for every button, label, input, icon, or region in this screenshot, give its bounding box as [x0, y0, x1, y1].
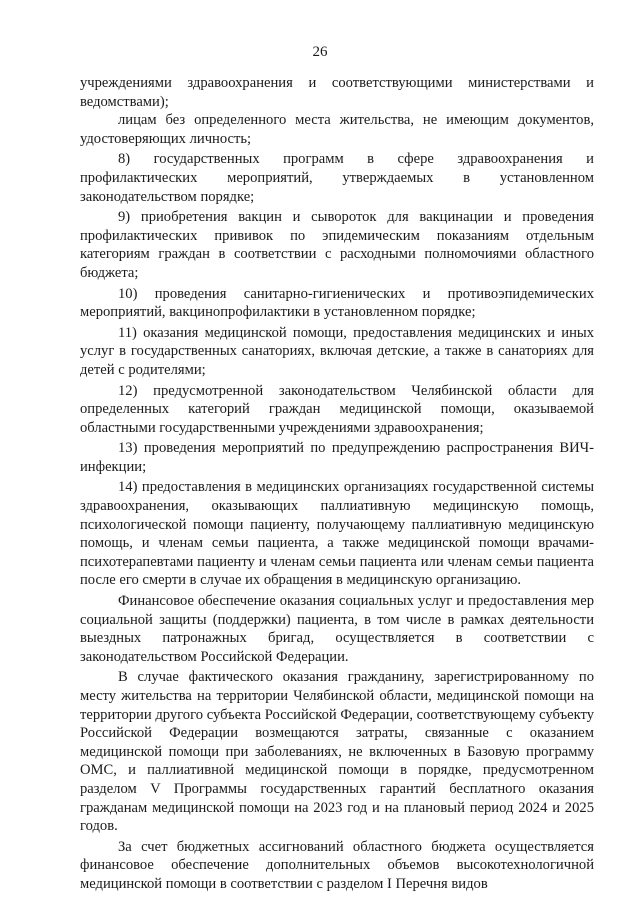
paragraph-10: Финансовое обеспечение оказания социальных услуг и предоставления мер социальной защиты (поддержки) пациента, в том числе в рамках деятельности выездных патронажных бригад, осуществляется в соответствии с законодательством Российской Федерации. — [80, 593, 594, 665]
paragraph-4: 9) приобретения вакцин и сывороток для вакцинации и проведения профилактических прививок по эпидемическим показаниям отдельным категориям граждан в соответствии с расходными полномочиями областного бюджета; — [80, 209, 594, 281]
paragraph-7: 12) предусмотренной законодательством Челябинской области для определенных категорий граждан медицинской помощи, оказываемой областными государственными учреждениями здравоохранения; — [80, 382, 594, 436]
paragraph-3: 8) государственных программ в сфере здравоохранения и профилактических мероприятий, утверждаемых в установленном законодательством порядке; — [80, 151, 594, 205]
paragraph-5: 10) проведения санитарно-гигиенических и противоэпидемических мероприятий, вакцинопрофилактики в установленном порядке; — [80, 285, 594, 321]
paragraph-6: 11) оказания медицинской помощи, предоставления медицинских и иных услуг в государственных санаториях, включая детские, а также в санаториях для детей с родителями; — [80, 324, 594, 378]
paragraph-12: За счет бюджетных ассигнований областного бюджета осуществляется финансовое обеспечение дополнительных объемов высокотехнологичной медицинской помощи в соответствии с разделом I Перечня видов — [80, 838, 594, 892]
page-number: 26 — [312, 44, 328, 60]
paragraph-1: учреждениями здравоохранения и соответствующими министерствами и ведомствами); — [80, 75, 594, 110]
paragraph-9: 14) предоставления в медицинских организациях государственной системы здравоохранения, оказывающих паллиативную медицинскую помощь, психологической помощи пациенту, получающему паллиативную медицинскую помощь, и членам семьи пациента, а также медицинской помощи врачами-психотерапевтами пациенту и членам семьи пациента или членам семьи пациента после его смерти в случае их обращения в медицинскую организацию. — [80, 479, 594, 589]
paragraph-11: В случае фактического оказания гражданину, зарегистрированному по месту жительства на территории Челябинской области, медицинской помощи на территории другого субъекта Российской Федерации, соответствующему субъекту Российской Федерации возмещаются затраты, связанные с оказанием медицинской помощи при заболеваниях, не включенных в Базовую программу ОМС, и паллиативной медицинской помощи в порядке, предусмотренном разделом V Программы государственных гарантий бесплатного оказания гражданам медицинской помощи на 2023 год и на плановый период 2024 и 2025 годов. — [80, 669, 594, 835]
document-body — [80, 74, 594, 894]
paragraph-2: лицам без определенного места жительства, не имеющим документов, удостоверяющих личность; — [80, 112, 594, 147]
paragraph-8: 13) проведения мероприятий по предупреждению распространения ВИЧ-инфекции; — [80, 440, 594, 475]
